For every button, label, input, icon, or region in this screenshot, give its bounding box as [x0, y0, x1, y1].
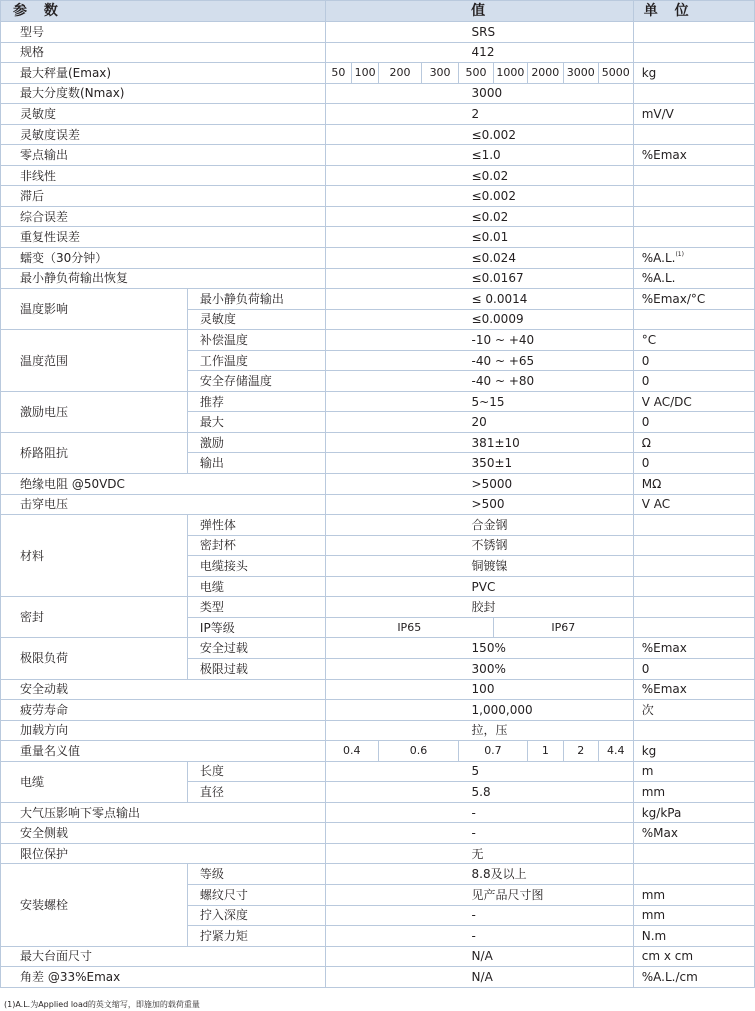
param-unit: N.m — [633, 926, 754, 947]
param-sub: 拧入深度 — [187, 905, 325, 926]
param-unit: %Emax — [633, 638, 754, 659]
param-unit: mm — [633, 905, 754, 926]
param-value: 铜镀镍 — [325, 556, 633, 577]
param-unit: %Max — [633, 823, 754, 844]
ip-rating-cell: IP65 — [325, 617, 493, 638]
param-value: >500 — [325, 494, 633, 515]
param-sub: 推荐 — [187, 391, 325, 412]
param-value: SRS — [325, 22, 633, 43]
param-name: 疲劳寿命 — [1, 700, 326, 721]
param-name: 型号 — [1, 22, 326, 43]
capacity-cell: 3000 — [563, 63, 598, 84]
param-unit — [633, 248, 754, 269]
param-name: 安全动载 — [1, 679, 326, 700]
param-value: ≤0.024 — [325, 248, 633, 269]
param-unit — [633, 124, 754, 145]
param-sub: 电缆 — [187, 576, 325, 597]
param-value: 见产品尺寸图 — [325, 884, 633, 905]
table-row — [1, 864, 755, 885]
param-name: 最大分度数(Nmax) — [1, 83, 326, 104]
param-unit: 0 — [633, 412, 754, 433]
param-unit: %A.L./cm — [633, 967, 754, 988]
table-row — [1, 124, 755, 145]
capacity-cell: 2000 — [527, 63, 563, 84]
footnote-marker: (1) — [675, 250, 684, 258]
table-row — [1, 289, 755, 310]
param-value: 无 — [325, 843, 633, 864]
param-value: 胶封 — [325, 597, 633, 618]
table-row — [1, 22, 755, 43]
param-sub: 灵敏度 — [187, 309, 325, 330]
param-sub: 直径 — [187, 782, 325, 803]
param-unit: mm — [633, 884, 754, 905]
param-group: 温度范围 — [1, 330, 188, 392]
header-param: 参 数 — [1, 1, 326, 22]
param-value: - — [325, 926, 633, 947]
param-value: >5000 — [325, 474, 633, 495]
param-value: PVC — [325, 576, 633, 597]
table-row — [1, 597, 755, 618]
param-unit — [633, 227, 754, 248]
param-unit — [633, 186, 754, 207]
table-row — [1, 391, 755, 412]
param-name: 非线性 — [1, 165, 326, 186]
param-sub: 安全过载 — [187, 638, 325, 659]
param-value: 合金钢 — [325, 515, 633, 536]
param-value: -40 ~ +65 — [325, 350, 633, 371]
param-unit: %Emax — [633, 679, 754, 700]
param-value: ≤0.01 — [325, 227, 633, 248]
param-name: 最小静负荷输出恢复 — [1, 268, 326, 289]
param-value: 5.8 — [325, 782, 633, 803]
table-header-row — [1, 1, 755, 22]
param-unit: kg — [633, 63, 754, 84]
param-group: 激励电压 — [1, 391, 188, 432]
param-group: 材料 — [1, 515, 188, 597]
param-value: 300% — [325, 658, 633, 679]
param-sub: 激励 — [187, 432, 325, 453]
param-value: 1,000,000 — [325, 700, 633, 721]
weight-cell: 0.6 — [378, 741, 458, 762]
param-sub: 工作温度 — [187, 350, 325, 371]
param-value: 100 — [325, 679, 633, 700]
param-group: 桥路阻抗 — [1, 432, 188, 473]
param-sub: 弹性体 — [187, 515, 325, 536]
param-value: 拉，压 — [325, 720, 633, 741]
table-row — [1, 967, 755, 988]
table-row — [1, 268, 755, 289]
table-row — [1, 741, 755, 762]
param-value: 150% — [325, 638, 633, 659]
param-value: - — [325, 905, 633, 926]
table-row — [1, 802, 755, 823]
param-sub: 极限过载 — [187, 658, 325, 679]
param-unit: V AC — [633, 494, 754, 515]
unit-text: %A.L. — [641, 250, 676, 265]
capacity-cell: 500 — [459, 63, 494, 84]
param-group: 极限负荷 — [1, 638, 188, 679]
param-sub: 螺纹尺寸 — [187, 884, 325, 905]
param-name: 击穿电压 — [1, 494, 326, 515]
param-unit: %Emax/°C — [633, 289, 754, 310]
param-unit — [633, 597, 754, 618]
table-row — [1, 330, 755, 351]
ip-rating-cell: IP67 — [493, 617, 633, 638]
param-sub: 最大 — [187, 412, 325, 433]
weight-cell: 0.7 — [459, 741, 528, 762]
table-row — [1, 248, 755, 269]
param-name: 灵敏度误差 — [1, 124, 326, 145]
param-sub: 长度 — [187, 761, 325, 782]
param-unit — [633, 617, 754, 638]
param-unit — [633, 42, 754, 63]
param-unit: cm x cm — [633, 946, 754, 967]
param-unit: %A.L. — [633, 268, 754, 289]
param-value: ≤1.0 — [325, 145, 633, 166]
table-row — [1, 104, 755, 125]
param-value: 2 — [325, 104, 633, 125]
table-row — [1, 720, 755, 741]
param-value: 20 — [325, 412, 633, 433]
weight-cell: 1 — [527, 741, 563, 762]
table-row — [1, 83, 755, 104]
param-sub: 类型 — [187, 597, 325, 618]
param-name: 灵敏度 — [1, 104, 326, 125]
param-value: ≤0.0167 — [325, 268, 633, 289]
param-unit: mV/V — [633, 104, 754, 125]
capacity-cell: 1000 — [493, 63, 527, 84]
table-row — [1, 700, 755, 721]
param-sub: 最小静负荷输出 — [187, 289, 325, 310]
param-unit: kg — [633, 741, 754, 762]
param-unit — [633, 165, 754, 186]
param-sub: 等级 — [187, 864, 325, 885]
table-row — [1, 145, 755, 166]
param-name: 大气压影响下零点输出 — [1, 802, 326, 823]
param-group: 电缆 — [1, 761, 188, 802]
param-unit — [633, 556, 754, 577]
param-unit: °C — [633, 330, 754, 351]
param-value: 381±10 — [325, 432, 633, 453]
param-value: -40 ~ +80 — [325, 371, 633, 392]
param-sub: 补偿温度 — [187, 330, 325, 351]
param-value: ≤0.02 — [325, 165, 633, 186]
param-value: 8.8及以上 — [325, 864, 633, 885]
header-value: 值 — [325, 1, 633, 22]
param-unit: kg/kPa — [633, 802, 754, 823]
weight-cell: 4.4 — [598, 741, 633, 762]
param-group: 密封 — [1, 597, 188, 638]
param-group: 安装螺栓 — [1, 864, 188, 946]
table-row — [1, 227, 755, 248]
table-row — [1, 42, 755, 63]
param-unit: 0 — [633, 371, 754, 392]
param-unit — [633, 309, 754, 330]
capacity-cell: 50 — [325, 63, 352, 84]
table-row — [1, 165, 755, 186]
param-value: 不锈钢 — [325, 535, 633, 556]
capacity-cell: 100 — [352, 63, 379, 84]
param-name: 加载方向 — [1, 720, 326, 741]
param-unit: 0 — [633, 453, 754, 474]
param-value: ≤0.0009 — [325, 309, 633, 330]
param-unit: 0 — [633, 350, 754, 371]
param-name: 最大秤量(Emax) — [1, 63, 326, 84]
param-name: 角差 @33%Emax — [1, 967, 326, 988]
param-value: 3000 — [325, 83, 633, 104]
param-value: ≤ 0.0014 — [325, 289, 633, 310]
param-value: N/A — [325, 946, 633, 967]
param-unit — [633, 22, 754, 43]
param-unit: MΩ — [633, 474, 754, 495]
param-unit: 次 — [633, 700, 754, 721]
table-row — [1, 679, 755, 700]
table-row — [1, 63, 755, 84]
param-name: 滞后 — [1, 186, 326, 207]
param-unit — [633, 515, 754, 536]
param-value: 5 — [325, 761, 633, 782]
param-unit — [633, 864, 754, 885]
param-value: -10 ~ +40 — [325, 330, 633, 351]
table-row — [1, 843, 755, 864]
table-row — [1, 946, 755, 967]
param-unit: Ω — [633, 432, 754, 453]
param-value: ≤0.02 — [325, 206, 633, 227]
param-unit — [633, 535, 754, 556]
param-sub: IP等级 — [187, 617, 325, 638]
param-name: 综合误差 — [1, 206, 326, 227]
param-value: - — [325, 823, 633, 844]
capacity-cell: 300 — [422, 63, 459, 84]
param-name: 重量名义值 — [1, 741, 326, 762]
param-name: 安全侧载 — [1, 823, 326, 844]
table-row — [1, 761, 755, 782]
param-value: 5~15 — [325, 391, 633, 412]
param-sub: 拧紧力矩 — [187, 926, 325, 947]
header-unit: 单 位 — [633, 1, 754, 22]
param-unit: 0 — [633, 658, 754, 679]
param-value: ≤0.002 — [325, 186, 633, 207]
table-row — [1, 823, 755, 844]
capacity-cell: 5000 — [598, 63, 633, 84]
weight-cell: 0.4 — [325, 741, 378, 762]
param-name: 绝缘电阻 @50VDC — [1, 474, 326, 495]
param-unit: V AC/DC — [633, 391, 754, 412]
param-unit — [633, 576, 754, 597]
footnote: (1)A.L.为Applied load的英文缩写，即施加的载荷重量 — [4, 1000, 200, 1009]
param-value: N/A — [325, 967, 633, 988]
param-unit — [633, 720, 754, 741]
param-name: 限位保护 — [1, 843, 326, 864]
param-sub: 安全存储温度 — [187, 371, 325, 392]
param-unit: %Emax — [633, 145, 754, 166]
param-name: 零点输出 — [1, 145, 326, 166]
weight-cell: 2 — [563, 741, 598, 762]
param-unit: m — [633, 761, 754, 782]
param-name: 蠕变（30分钟） — [1, 248, 326, 269]
param-name: 最大台面尺寸 — [1, 946, 326, 967]
param-name: 重复性误差 — [1, 227, 326, 248]
table-row — [1, 638, 755, 659]
param-value: ≤0.002 — [325, 124, 633, 145]
param-sub: 电缆接头 — [187, 556, 325, 577]
capacity-cell: 200 — [378, 63, 421, 84]
param-group: 温度影响 — [1, 289, 188, 330]
table-row — [1, 474, 755, 495]
table-row — [1, 432, 755, 453]
param-unit: mm — [633, 782, 754, 803]
table-row — [1, 494, 755, 515]
table-row — [1, 515, 755, 536]
param-unit — [633, 83, 754, 104]
param-value: 350±1 — [325, 453, 633, 474]
param-sub: 输出 — [187, 453, 325, 474]
param-unit — [633, 843, 754, 864]
table-row — [1, 186, 755, 207]
param-value: 412 — [325, 42, 633, 63]
param-name: 规格 — [1, 42, 326, 63]
table-row — [1, 206, 755, 227]
param-value: - — [325, 802, 633, 823]
param-unit — [633, 206, 754, 227]
param-sub: 密封杯 — [187, 535, 325, 556]
